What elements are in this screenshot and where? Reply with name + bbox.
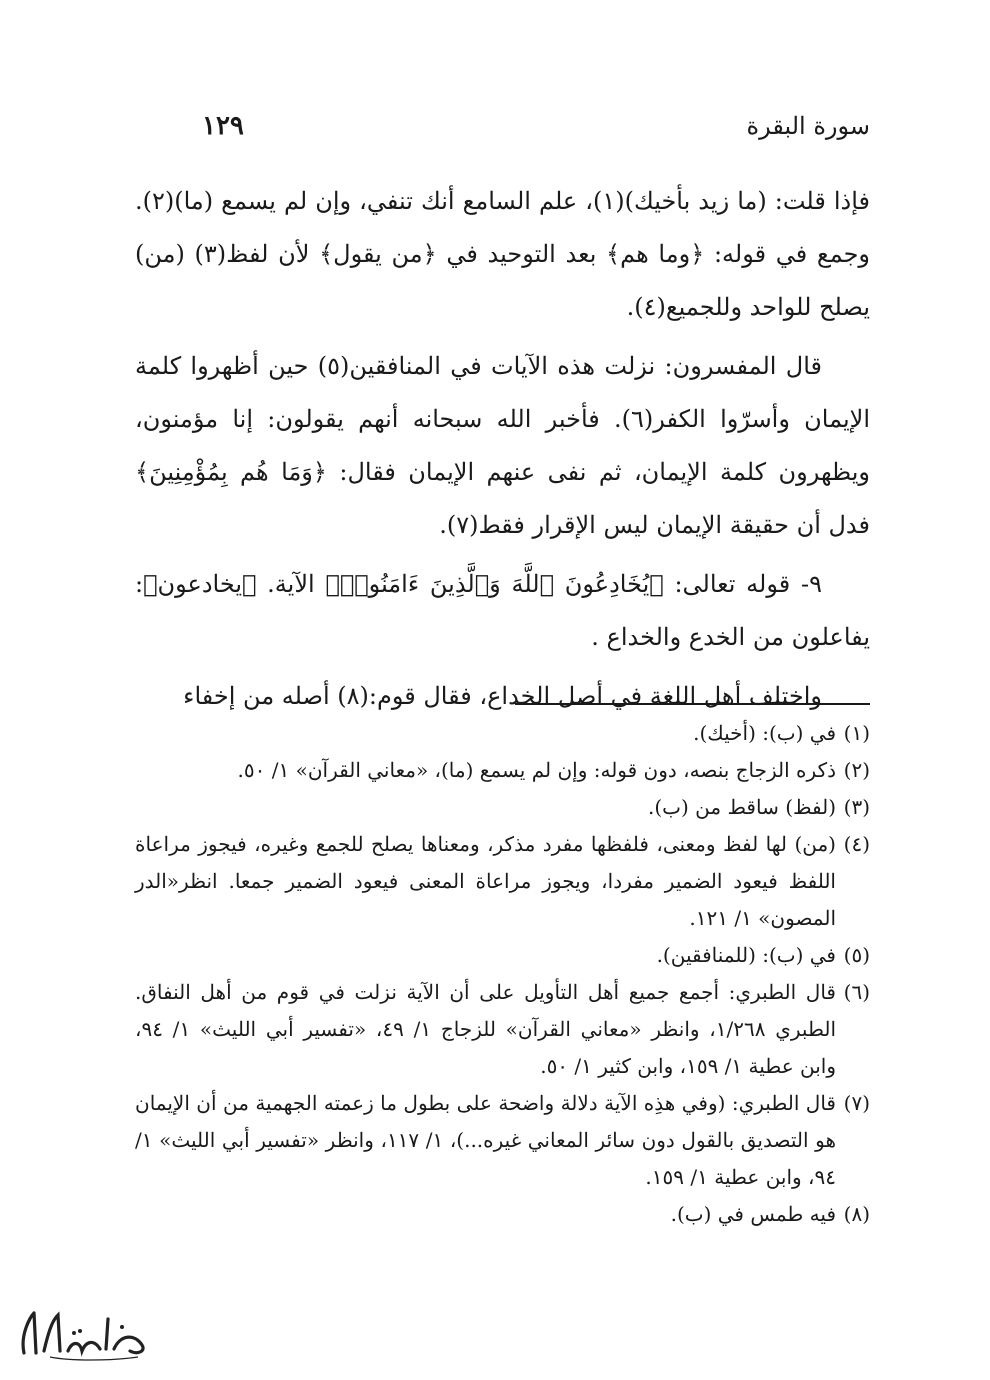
footnote-number: (٧) [843, 1091, 870, 1115]
paragraph: قال المفسرون: نزلت هذه الآيات في المنافقين(٥) حين أظهروا كلمة الإيمان وأسرّوا الكفر(٦). فأخبر الله سبحانه أنهم يقولون: إنا مؤمنون، ويظهرون كلمة الإيمان، ثم نفى عنهم الإيمان فقال: ﴿وَمَا هُم بِمُؤْمِنِينَ﴾ فدل أن حقيقة الإيمان ليس الإقرار فقط(٧). [135, 352, 870, 539]
paragraph: فإذا قلت: (ما زيد بأخيك)(١)، علم السامع أنك تنفي، وإن لم يسمع (ما)(٢). وجمع في قوله: ﴿وما هم﴾ بعد التوحيد في ﴿من يقول﴾ لأن لفظ(٣) (من) يصلح للواحد وللجميع(٤). [135, 187, 871, 321]
footnote-text: (لفظ) ساقط من (ب). [648, 795, 836, 819]
footnote [135, 937, 870, 974]
footnote-text: ذكره الزجاج بنصه، دون قوله: وإن لم يسمع (ما)، «معاني القرآن» ١/ ٥٠. [237, 758, 836, 782]
page-header [190, 110, 870, 150]
page-number: ١٢٩ [202, 111, 244, 141]
footnote-text: قال الطبري: (وفي هذِه الآية دلالة واضحة على بطول ما زعمته الجهمية من أن الإيمان هو التصديق بالقول دون سائر المعاني غيره...)، ١/ ١١٧، وانظر «تفسير أبي الليث» ١/ ٩٤، وابن عطية ١/ ١٥٩. [135, 1091, 836, 1189]
footnote-number: (٥) [843, 943, 870, 967]
footnote [135, 1085, 870, 1196]
footnote [135, 752, 870, 789]
surah-title: سورة البقرة [746, 112, 870, 140]
footnote [135, 826, 870, 937]
footnote-number: (٣) [843, 795, 870, 819]
footnote-number: (٤) [843, 832, 870, 856]
footnote-number: (١) [843, 721, 870, 745]
library-stamp-logo [10, 1305, 160, 1365]
footnote-number: (٦) [843, 980, 870, 1004]
footnote-text: فيه طمس في (ب). [670, 1202, 836, 1226]
footnote-number: (٢) [843, 758, 870, 782]
footnotes [135, 715, 870, 1233]
footnote-number: (٨) [843, 1202, 870, 1226]
footnote-text: في (ب): (للمنافقين). [656, 943, 836, 967]
footnote [135, 974, 870, 1085]
footnote [135, 1196, 870, 1233]
footnote-separator [515, 703, 870, 705]
footnote-text: قال الطبري: أجمع جميع أهل التأويل على أن الآية نزلت في قوم من أهل النفاق. الطبري ١/٢٦٨، وانظر «معاني القرآن» للزجاج ١/ ٤٩، «تفسير أبي الليث» ١/ ٩٤، وابن عطية ١/ ١٥٩، وابن كثير ١/ ٥٠. [135, 980, 836, 1078]
footnote [135, 715, 870, 752]
paragraph: واختلف أهل اللغة في أصل الخداع، فقال قوم:(٨) أصله من إخفاء [183, 682, 822, 710]
main-text [135, 175, 870, 729]
footnote-text: في (ب): (أخيك). [693, 721, 836, 745]
footnote [135, 789, 870, 826]
paragraph: ٩- قوله تعالى: ﴿يُخَادِعُونَ ٱللَّهَ وَٱلَّذِينَ ءَامَنُوا۟﴾ الآية. ﴿يخادعون﴾: يفاعلون من الخدع والخداع . [135, 570, 870, 651]
footnote-text: (من) لها لفظ ومعنى، فلفظها مفرد مذكر، ومعناها يصلح للجمع وغيره، فيجوز مراعاة اللفظ فيعود الضمير مفردا، ويجوز مراعاة المعنى فيعود الضمير جمعا. انظر«الدر المصون» ١/ ١٢١. [135, 832, 836, 930]
